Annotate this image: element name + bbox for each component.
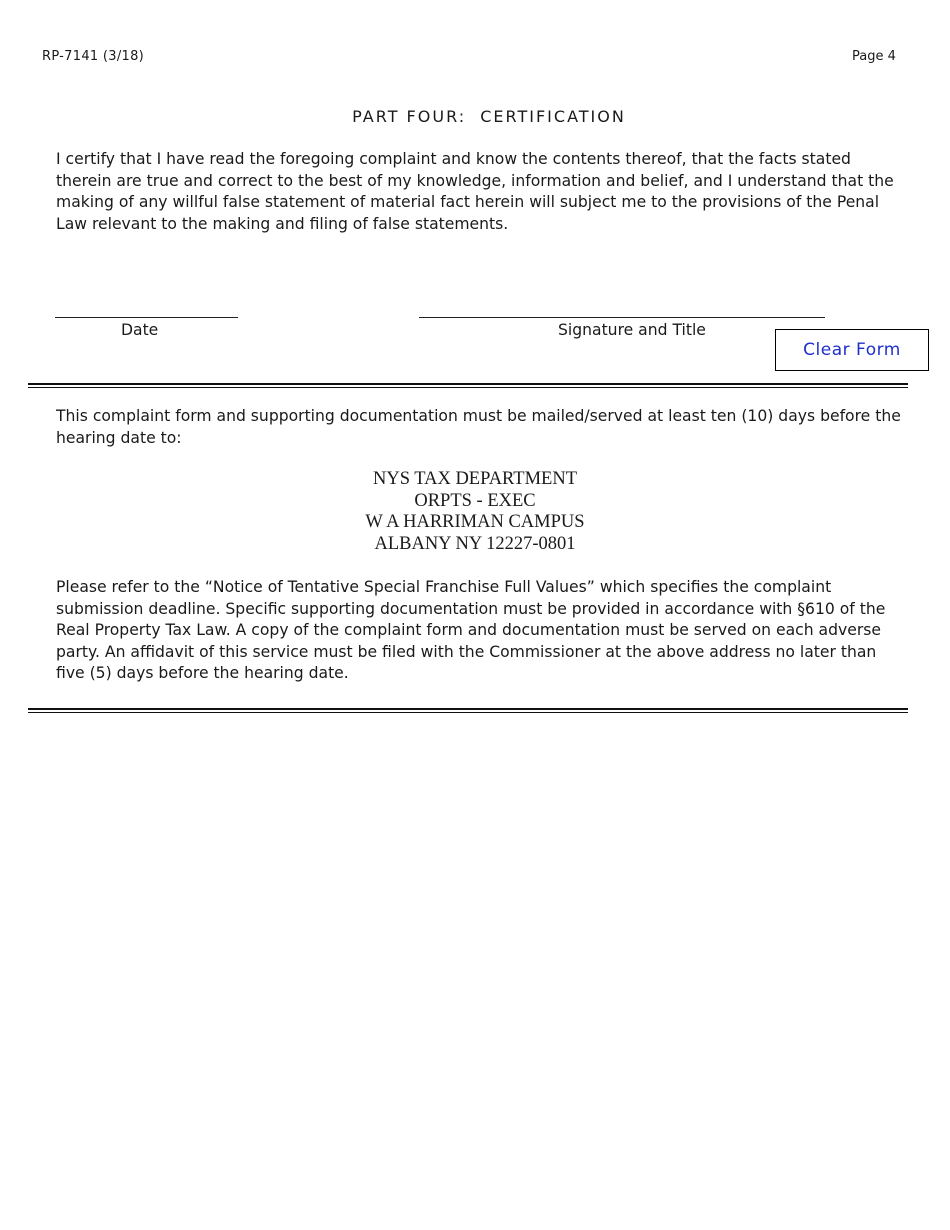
signature-label: Signature and Title bbox=[558, 321, 706, 339]
date-field[interactable] bbox=[55, 317, 238, 318]
mailing-instructions: This complaint form and supporting documentation must be mailed/served at least ten (10) days before the hearing date to: bbox=[56, 407, 901, 447]
divider bbox=[28, 383, 908, 388]
form-id: RP-7141 (3/18) bbox=[42, 49, 145, 64]
date-label: Date bbox=[121, 321, 159, 339]
address-line: ALBANY NY 12227-0801 bbox=[374, 533, 576, 554]
signature-field[interactable] bbox=[419, 317, 825, 318]
address-line: W A HARRIMAN CAMPUS bbox=[365, 512, 585, 532]
divider bbox=[28, 708, 908, 713]
clear-form-button[interactable]: Clear Form bbox=[775, 329, 929, 371]
page-number: Page 4 bbox=[852, 49, 896, 64]
section-title: PART FOUR: CERTIFICATION bbox=[352, 107, 626, 126]
submission-notice: Please refer to the “Notice of Tentative Special Franchise Full Values” which specifies the complaint submission deadline. Specific supporting documentation must be provided in accordance with §610 of the Real Property Tax Law. A copy of the complaint form and documentation must be served on each adverse party. An affidavit of this service must be filed with the Commissioner at the above address no later than five (5) days before the hearing date. bbox=[56, 578, 886, 682]
address-line: ORPTS - EXEC bbox=[414, 490, 536, 511]
certification-statement: I certify that I have read the foregoing complaint and know the contents thereof, that the facts stated therein are true and correct to the best of my knowledge, information and belief, and I understand that the making of any willful false statement of material fact herein will subject me to the provisions of the Penal Law relevant to the making and filing of false statements. bbox=[56, 150, 894, 233]
address-line: NYS TAX DEPARTMENT bbox=[372, 469, 577, 489]
mailing-address bbox=[0, 469, 950, 555]
